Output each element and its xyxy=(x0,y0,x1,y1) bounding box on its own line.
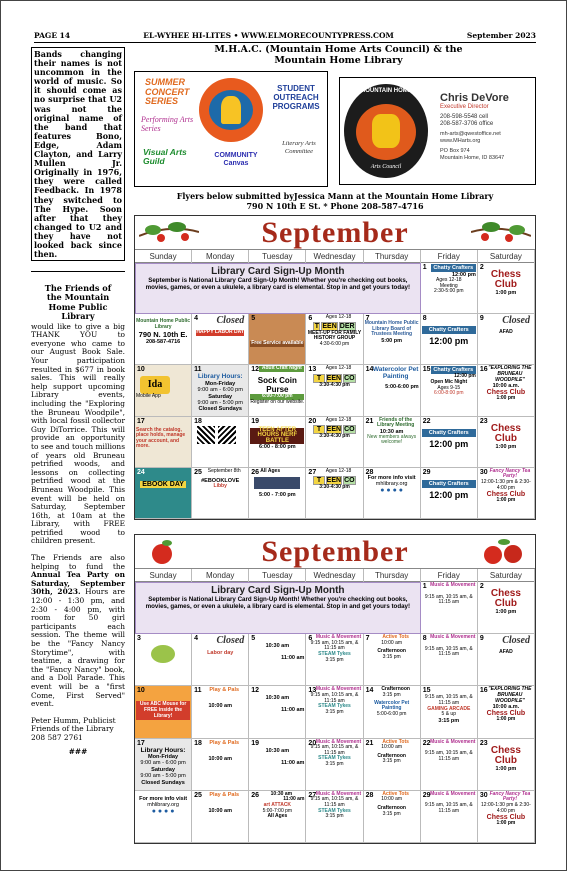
day-18: 18 Play & Pals 10:00 am xyxy=(192,739,249,791)
social-icons[interactable]: ● ● ● ● xyxy=(151,807,175,815)
day-22: 22 Music & Movement 9:15 am, 10:15 am, & 11:15 am xyxy=(421,739,478,791)
day-20: 20 Ages 12-18 T EEN CO 3:30-4:30 pm xyxy=(306,417,363,468)
day-25: 25 Play & Pals 10:00 am xyxy=(192,791,249,843)
day-6: 6 Ages 12-18 T EEN DER MEET-UP FOR FAMILY HISTORY GROUP 4:30-6:00 pm xyxy=(306,314,363,365)
day-28: 28 Active Tots 10:00 am Crafternoon 3:15 pm xyxy=(364,791,421,843)
apple-icon xyxy=(145,537,179,565)
day-24-ebook: 24 EBOOK DAY xyxy=(135,468,192,519)
day-15: 15 9:15 am, 10:15 am, & 11:15 am GAMING ARCADE 5 & up 3:15 pm xyxy=(421,686,478,738)
day-20: 20 Music & Movement 9:15 am, 10:15 am, & 11:15 am STEAM Tykes 3:15 pm xyxy=(306,739,363,791)
day-21: 21 Friends of the Library Meeting 10:30 am New members always welcome! xyxy=(364,417,421,468)
day-4: 4 Closed Labor day xyxy=(192,634,249,686)
day-14: 14 Crafternoon 3:15 pm Watercolor Pet Painting 5:00-6:00 pm xyxy=(364,686,421,738)
library-web-link[interactable]: mhlibrary.org xyxy=(375,480,408,487)
day-11: 11 Play & Pals 10:00 am xyxy=(192,686,249,738)
day-9: 9 Closed AFAD xyxy=(478,314,535,365)
children-events-calendar xyxy=(134,534,536,844)
friends-title: The Friends of the Mountain Home Public Library xyxy=(44,283,112,322)
day-21: 21 Active Tots 10:00 am Crafternoon 3:15 pm xyxy=(364,739,421,791)
day-19: 19 TEEN AFTER HOURS NERF BATTLE 6:00 - 8:00 pm xyxy=(249,417,306,468)
apple-branch-icon xyxy=(139,218,199,246)
social-icons[interactable]: ● ● ● ● xyxy=(380,486,403,494)
day-13: 13 Music & Movement 9:15 am, 10:15 am, & 11:15 am STEAM Tykes 3:15 pm xyxy=(306,686,363,738)
calendar-grid xyxy=(135,263,535,519)
page-header xyxy=(34,31,536,43)
day-30: 30 Fancy Nancy Tea Party! 12:00-1:30 pm & 2:30-4:00 pm Chess Club 1:00 pm xyxy=(478,468,535,519)
day-3-library-info: Mountain Home Public Library 790 N. 10th E. 208-587-4716 xyxy=(135,314,192,365)
library-card-banner: Library Card Sign-Up Month September is National Library Card Sign-Up Month! Whether you're checking out books, movies, games, or even a ukulele, a library card is elemental. Stop in and get yours today! xyxy=(135,582,421,634)
mhac-title: M.H.A.C. (Mountain Home Arts Council) & the Mountain Home Library xyxy=(214,44,463,66)
qr-code-icon[interactable] xyxy=(197,426,215,444)
qr-code-icon[interactable] xyxy=(218,426,236,444)
mountain-home-logo: MOUNTAIN HOME Arts Council xyxy=(344,84,428,178)
day-14: 14 Watercolor Pet Painting 5:00-6:00 pm xyxy=(364,365,421,416)
apples-icon xyxy=(479,537,529,565)
day-18-qr: 18 xyxy=(192,417,249,468)
day-13: 13 Ages 12-18 T EEN CO 3:30-4:30 pm xyxy=(306,365,363,416)
friends-body-1: would like to give a big THANK YOU to everyone who came to our August Book Sale. Your participation resulted in $677 in book sales. This will really help support upcoming Library events, including the "Exploring the Bruneau Woodpile", with local fossil collector Guy DiTorrice. This will provide an opportunity to see and touch millions of years old Bruneau petrified woods, and lessons on collecting petrified wood at the Bruneau Woodpile. This event will be held on Saturday, September 16th, at 10am at the Library, with FREE petrified wood to children present. xyxy=(31,321,125,546)
day-3: 3 xyxy=(135,634,192,686)
mhac-programs-logo: SUMMER CONCERT SERIES Performing Arts Series Visual Arts Guild STUDENT OUTREACH PROGRAMS COMMUNITY Canvas Literary Arts Committee xyxy=(134,71,328,187)
day-5: 5 10:30 am 11:00 am xyxy=(249,634,306,686)
weekday-header: Sunday Monday Tuesday Wednesday Thursday Friday Saturday xyxy=(135,568,535,582)
day-17-hours: 17 Library Hours: Mon-Friday 9:00 am - 6:00 pm Saturday 9:00 am - 5:00 pm Closed Sundays xyxy=(135,739,192,791)
day-26: 26 10:30 am 11:00 am art ATTACK 5:00-7:00 pm All Ages xyxy=(249,791,306,843)
day-12: 12 Adult Craft Night Sock Coin Purse 6:00-7:00 pm Register on our website. xyxy=(249,365,306,416)
day-4: 4 Closed HAPPY LABOR DAY xyxy=(192,314,249,365)
library-web-link[interactable]: mhlibrary.org xyxy=(147,801,179,808)
day-27: 27 Music & Movement 9:15 am, 10:15 am, & 11:15 am STEAM Tykes 3:15 pm xyxy=(306,791,363,843)
day-25-ebook: 25 September 8th #EBOOKLOVE Libby xyxy=(192,468,249,519)
day-24-info: For more info visit mhlibrary.org ● ● ● ● xyxy=(135,791,192,843)
day-2: 2 Chess Club 1:00 pm xyxy=(478,263,535,314)
adult-events-calendar xyxy=(134,215,536,520)
friends-signature: Peter Humm, Publicist Friends of the Library 208 587 2761 ### xyxy=(31,715,116,756)
contact-web-link[interactable]: www.MHarts.org xyxy=(440,138,481,144)
band-trivia-box xyxy=(31,47,125,261)
day-19: 19 10:30 am 11:00 am xyxy=(249,739,306,791)
day-2: 2 Chess Club 1:00 pm xyxy=(478,582,535,634)
day-29: 29 Music & Movement 9:15 am, 10:15 am, & 11:15 am xyxy=(421,791,478,843)
day-15: 15 Chatty Crafters 12:00 pm Open Mic Night Ages 9-15 6:00-8:00 pm xyxy=(421,365,478,416)
day-6: 6 Music & Movement 9:15 am, 10:15 am, & 11:15 am STEAM Tykes 3:15 pm xyxy=(306,634,363,686)
day-1: 1 Chatty Crafters 12:00 pm Ages 12-18 Meeting 2:30-5:00 pm xyxy=(421,263,478,314)
weekday-header: Sunday Monday Tuesday Wednesday Thursday Friday Saturday xyxy=(135,249,535,263)
publication-name: EL-WYHEE HI-LITES • WWW.ELMORECOUNTYPRESS.COM xyxy=(143,31,394,40)
day-22: 22 Chatty Crafters 12:00 pm xyxy=(421,417,478,468)
calendar-grid xyxy=(135,582,535,843)
day-16: 16 "EXPLORING THE BRUNEAU WOODPILE" 10:00 a.m. Chess Club 1:00 pm xyxy=(478,365,535,416)
band-trivia-text: Bands changing their names is not uncommon in the world of music. So it should come as no surprise that U2 was not the original name of the band that features Bono, Edge, Adam Clayton, and Larry Mullen Jr. Originally in 1976, they were called Feedback. In 1978 they switched to The Hype. Soon after that they changed to U2 and they have not looked back since then. xyxy=(34,49,122,260)
day-17-ida-info: 17 Search the catalog, place holds, manage your account, and more. xyxy=(135,417,192,468)
day-23: 23 Chess Club 1:00 pm xyxy=(478,417,535,468)
day-7: 7 Mountain Home Public Library Board of Trustees Meeting 5:00 pm xyxy=(364,314,421,365)
apple-branch-icon xyxy=(471,218,531,246)
calendar-title: September xyxy=(135,535,535,568)
day-27: 27 Ages 12-18 T EEN CO 3:30-4:30 pm xyxy=(306,468,363,519)
day-26: 26 All Ages 5:00 - 7:00 pm xyxy=(249,468,306,519)
page-number: PAGE 14 xyxy=(34,31,71,40)
day-30: 30 Fancy Nancy Tea Party! 12:00-1:30 pm & 2:30-4:00 pm Chess Club 1:00 pm xyxy=(478,791,535,843)
day-12: 12 10:30 am 11:00 am xyxy=(249,686,306,738)
flyer-credit: Flyers below submitted byJessica Mann at the Mountain Home Library 790 N 10th E St. * Phone 208-587-4716 xyxy=(176,191,494,211)
day-23: 23 Chess Club 1:00 pm xyxy=(478,739,535,791)
friends-body-2: The Friends are also helping to fund the Annual Tea Party on Saturday, September 30th, 2023. Hours are 12:00 - 1:30 pm, and 2:30 - 4:00 pm, with room for 50 girl participants each session. The theme will be the "Fancy Nancy Storytime", with teatime, a drawing for the "Fancy Nancy" book, and a Doll Parade. This event will be a "first Come, First Served" event. xyxy=(31,553,125,709)
calendar-title: September xyxy=(135,216,535,249)
issue-date: September 2023 xyxy=(466,31,536,40)
day-29: 29 Chatty Crafters 12:00 pm xyxy=(421,468,478,519)
day-10-abc: 10 Use ABC Mouse for FREE inside the Library! xyxy=(135,686,192,738)
day-11-hours: 11 Library Hours: Mon-Friday 9:00 am - 6:00 pm Saturday 9:00 am - 5:00 pm Closed Sundays xyxy=(192,365,249,416)
mhac-circle-logo xyxy=(199,78,263,142)
library-card-banner: Library Card Sign-Up Month September is National Library Card Sign-Up Month! Whether you're checking out books, movies, games, or even a ukulele, a library card is elemental. Stop in and get yours today! xyxy=(135,263,421,314)
day-1: 1 Music & Movement 9:15 am, 10:15 am, & 11:15 am xyxy=(421,582,478,634)
day-8: 8 Chatty Crafters 12:00 pm xyxy=(421,314,478,365)
day-5: 5 Free Service available xyxy=(249,314,306,365)
day-9: 9 Closed AFAD xyxy=(478,634,535,686)
contact-info: Chris DeVore Executive Director 208-598-5548 cell 208-587-3706 office mh-arts@qwestoffice.net www.MHarts.org PO Box 974 Mountain Home, ID 83647 xyxy=(440,92,535,162)
day-28: 28 For more info visit mhlibrary.org ● ● ● ● xyxy=(364,468,421,519)
day-16: 16 "EXPLORING THE BRUNEAU WOODPILE" 10:00 a.m. Chess Club 1:00 pm xyxy=(478,686,535,738)
contact-email-link[interactable]: mh-arts@qwestoffice.net xyxy=(440,131,501,137)
pear-icon xyxy=(151,645,175,663)
day-7: 7 Active Tots 10:00 am Crafternoon 3:15 pm xyxy=(364,634,421,686)
friends-article xyxy=(31,271,125,846)
day-8: 8 Music & Movement 9:15 am, 10:15 am, & 11:15 am xyxy=(421,634,478,686)
day-10-ida-app: 10 Ida Mobile App xyxy=(135,365,192,416)
mhac-business-card xyxy=(339,77,536,185)
